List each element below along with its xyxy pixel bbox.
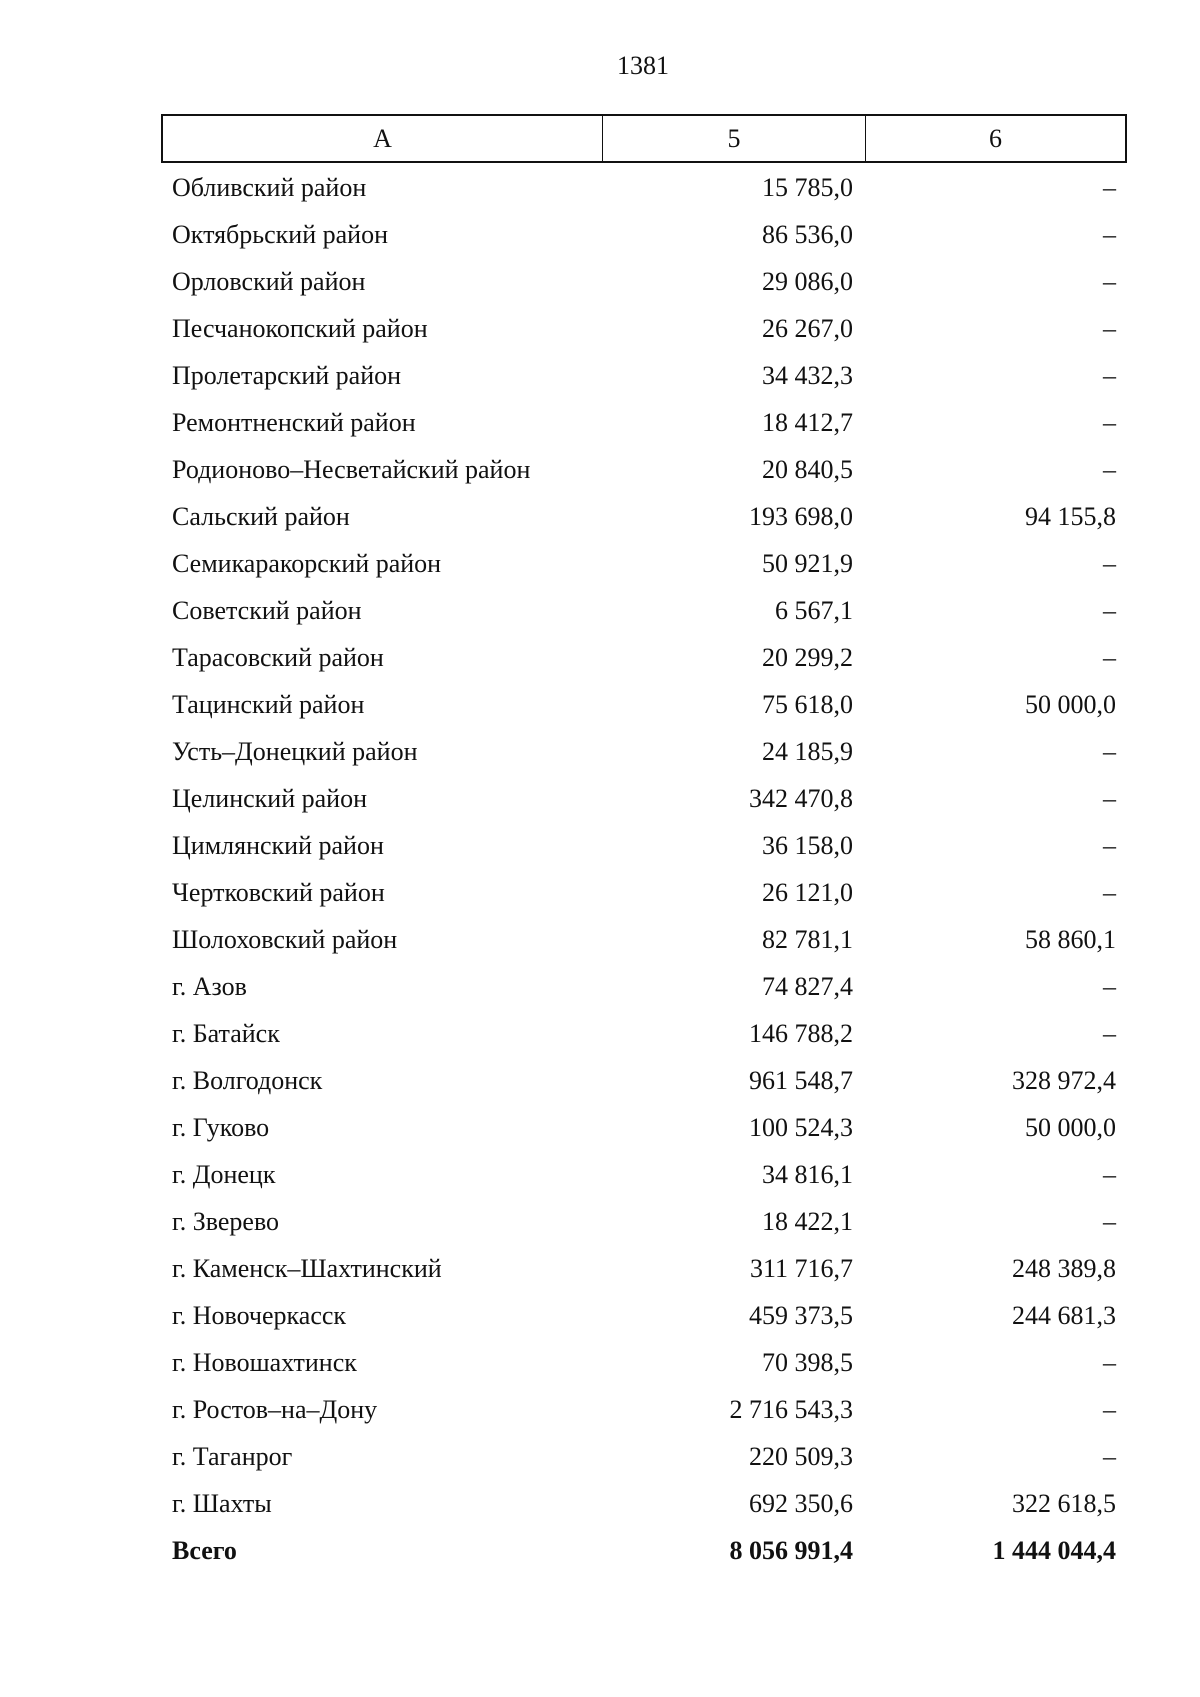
row-name: г. Зверево	[172, 1206, 280, 1236]
table-row	[161, 493, 1127, 540]
header-column-6: 6	[989, 123, 1002, 153]
row-value-col6: 50 000,0	[1025, 1112, 1116, 1142]
row-value-col5: 29 086,0	[762, 266, 853, 296]
row-name: Чертковский район	[172, 877, 385, 907]
row-value-col5: 24 185,9	[762, 736, 853, 766]
table-row	[161, 446, 1127, 493]
row-value-col5: 36 158,0	[762, 830, 853, 860]
row-value-col6: 50 000,0	[1025, 689, 1116, 719]
table-row	[161, 305, 1127, 352]
row-value-col6: –	[1103, 407, 1116, 437]
row-name: г. Каменск–Шахтинский	[172, 1253, 442, 1283]
header-column-a: А	[163, 116, 603, 161]
row-value-col6: –	[1103, 1394, 1116, 1424]
row-name: Тарасовский район	[172, 642, 384, 672]
row-value-col6: –	[1103, 1347, 1116, 1377]
row-name: г. Гуково	[172, 1112, 270, 1142]
table-row	[161, 1057, 1127, 1104]
table-row	[161, 728, 1127, 775]
row-value-col5: 6 567,1	[775, 595, 853, 625]
row-value-col6: 248 389,8	[1012, 1253, 1116, 1283]
row-value-col5: 8 056 991,4	[729, 1535, 853, 1565]
row-value-col5: 20 840,5	[762, 454, 853, 484]
row-value-col5: 50 921,9	[762, 548, 853, 578]
row-value-col5: 18 422,1	[762, 1206, 853, 1236]
row-value-col5: 86 536,0	[762, 219, 853, 249]
table-row	[161, 634, 1127, 681]
row-value-col5: 342 470,8	[749, 783, 853, 813]
row-name: г. Новочеркасск	[172, 1300, 347, 1330]
row-value-col5: 34 432,3	[762, 360, 853, 390]
row-value-col6: –	[1103, 1206, 1116, 1236]
row-name: г. Волгодонск	[172, 1065, 323, 1095]
table-row	[161, 1433, 1127, 1480]
row-name: Семикаракорский район	[172, 548, 442, 578]
row-value-col6: 328 972,4	[1012, 1065, 1116, 1095]
table-row	[161, 1480, 1127, 1527]
table-header	[161, 114, 1127, 163]
row-value-col5: 20 299,2	[762, 642, 853, 672]
row-value-col6: –	[1103, 595, 1116, 625]
row-name: Тацинский район	[172, 689, 365, 719]
row-name: Целинский район	[172, 783, 367, 813]
row-value-col5: 220 509,3	[749, 1441, 853, 1471]
row-name: Обливский район	[172, 172, 367, 202]
table-row	[161, 1245, 1127, 1292]
row-value-col5: 26 267,0	[762, 313, 853, 343]
row-value-col5: 193 698,0	[749, 501, 853, 531]
row-name: Цимлянский район	[172, 830, 384, 860]
row-value-col6: –	[1103, 266, 1116, 296]
row-name: Песчанокопский район	[172, 313, 428, 343]
table-row	[161, 352, 1127, 399]
row-name: г. Батайск	[172, 1018, 280, 1048]
row-value-col5: 75 618,0	[762, 689, 853, 719]
header-column-5: 5	[603, 116, 866, 161]
row-name: Сальский район	[172, 501, 350, 531]
row-value-col5: 692 350,6	[749, 1488, 853, 1518]
row-name: Орловский район	[172, 266, 366, 296]
table-row	[161, 1386, 1127, 1433]
table-row	[161, 681, 1127, 728]
row-value-col6: –	[1103, 1441, 1116, 1471]
table-row	[161, 963, 1127, 1010]
table-total-row	[161, 1527, 1127, 1574]
row-value-col5: 311 716,7	[749, 1253, 853, 1283]
page-number: 1381	[617, 51, 669, 80]
table-row	[161, 1104, 1127, 1151]
row-value-col6: –	[1103, 219, 1116, 249]
row-value-col6: 1 444 044,4	[992, 1535, 1116, 1565]
row-value-col6: –	[1103, 172, 1116, 202]
row-name: Родионово–Несветайский район	[172, 454, 531, 484]
row-name: Октябрьский район	[172, 219, 388, 249]
row-name: Шолоховский район	[172, 924, 398, 954]
row-value-col6: –	[1103, 830, 1116, 860]
row-value-col6: 322 618,5	[1012, 1488, 1116, 1518]
row-value-col5: 74 827,4	[762, 971, 853, 1001]
table-row	[161, 1292, 1127, 1339]
table-row	[161, 164, 1127, 211]
table-row	[161, 869, 1127, 916]
table-row	[161, 211, 1127, 258]
row-value-col5: 15 785,0	[762, 172, 853, 202]
row-value-col6: –	[1103, 360, 1116, 390]
table-row	[161, 1010, 1127, 1057]
table-row	[161, 822, 1127, 869]
row-value-col6: –	[1103, 642, 1116, 672]
row-name: г. Донецк	[172, 1159, 276, 1189]
row-value-col6: –	[1103, 783, 1116, 813]
row-value-col5: 18 412,7	[762, 407, 853, 437]
row-value-col6: –	[1103, 1018, 1116, 1048]
row-value-col5: 459 373,5	[749, 1300, 853, 1330]
row-name: г. Новошахтинск	[172, 1347, 357, 1377]
row-value-col6: –	[1103, 971, 1116, 1001]
row-value-col6: –	[1103, 736, 1116, 766]
row-value-col5: 100 524,3	[749, 1112, 853, 1142]
row-value-col5: 146 788,2	[749, 1018, 853, 1048]
table-row	[161, 399, 1127, 446]
row-name: г. Ростов–на–Дону	[172, 1394, 378, 1424]
row-value-col5: 34 816,1	[762, 1159, 853, 1189]
row-value-col5: 2 716 543,3	[729, 1394, 853, 1424]
table-row	[161, 1198, 1127, 1245]
row-value-col5: 70 398,5	[762, 1347, 853, 1377]
row-value-col5: 82 781,1	[762, 924, 853, 954]
row-value-col6: –	[1103, 548, 1116, 578]
row-value-col6: –	[1103, 1159, 1116, 1189]
table-row	[161, 258, 1127, 305]
row-name: г. Таганрог	[172, 1441, 293, 1471]
row-name: Всего	[172, 1535, 237, 1565]
row-name: Советский район	[172, 595, 362, 625]
row-name: г. Шахты	[172, 1488, 272, 1518]
table-row	[161, 1151, 1127, 1198]
table-row	[161, 1339, 1127, 1386]
row-name: Усть–Донецкий район	[172, 736, 418, 766]
row-value-col6: 244 681,3	[1012, 1300, 1116, 1330]
table-row	[161, 587, 1127, 634]
row-value-col5: 26 121,0	[762, 877, 853, 907]
row-value-col6: 94 155,8	[1025, 501, 1116, 531]
row-name: Ремонтненский район	[172, 407, 416, 437]
row-value-col6: –	[1103, 454, 1116, 484]
row-name: Пролетарский район	[172, 360, 402, 390]
row-value-col6: –	[1103, 313, 1116, 343]
row-value-col6: –	[1103, 877, 1116, 907]
row-value-col6: 58 860,1	[1025, 924, 1116, 954]
table-row	[161, 540, 1127, 587]
row-name: г. Азов	[172, 971, 247, 1001]
row-value-col5: 961 548,7	[749, 1065, 853, 1095]
table-row	[161, 916, 1127, 963]
table-body	[161, 164, 1127, 1574]
table-row	[161, 775, 1127, 822]
